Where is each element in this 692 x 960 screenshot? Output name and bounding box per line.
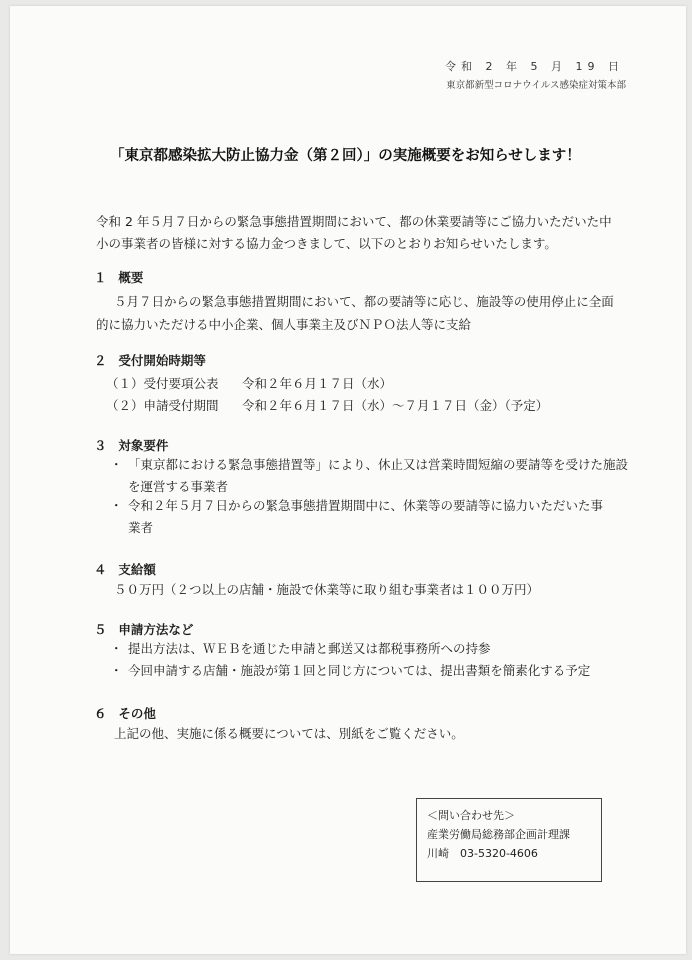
section-number: ６ [94, 706, 107, 721]
intro-line: 小の事業者の皆様に対する協力金つきまして、以下のとおりお知らせいたします。 [96, 236, 557, 251]
section-number: １ [94, 270, 107, 285]
section-number: ５ [94, 622, 107, 637]
issuing-department: 東京都新型コロナウイルス感染症対策本部 [446, 80, 626, 91]
bullet-marker: ・ [110, 457, 123, 472]
bullet-marker: ・ [110, 641, 123, 656]
section-title: 支給額 [118, 562, 156, 577]
schedule-item-value: 令和２年６月１７日（水）～７月１７日（金）（予定） [242, 398, 549, 413]
bullet-marker: ・ [110, 498, 123, 513]
section-title: 受付開始時期等 [118, 353, 206, 368]
contact-phone: 川崎 03-5320-4606 [427, 847, 538, 860]
section-2-heading [94, 351, 206, 369]
schedule-item-value: 令和２年６月１７日（水） [242, 376, 393, 391]
requirement-bullet [110, 495, 630, 539]
bullet-line: 今回申請する店舗・施設が第１回と同じ方については、提出書類を簡素化する予定 [128, 663, 591, 678]
section-title: 概要 [118, 270, 144, 285]
contact-department: 産業労働局総務部企画計理課 [427, 828, 570, 841]
bullet-line: 業者 [128, 520, 154, 535]
section-number: ４ [94, 562, 107, 577]
requirement-bullet [110, 454, 630, 498]
section-6-heading [94, 704, 156, 722]
section-1-line: ５月７日からの緊急事態措置期間において、都の要請等に応じ、施設等の使用停止に全面 [114, 294, 614, 309]
section-title: 申請方法など [118, 622, 194, 637]
contact-heading: ＜問い合わせ先＞ [427, 809, 515, 822]
bullet-line: 「東京都における緊急事態措置等」により、休止又は営業時間短縮の要請等を受けた施設 [128, 457, 629, 472]
contact-box [416, 798, 602, 882]
bullet-line: を運営する事業者 [128, 479, 229, 494]
bullet-line: 令和２年５月７日からの緊急事態措置期間中に、休業等の要請等に協力いただいた事 [128, 498, 604, 513]
document-title: 「東京都感染拡大防止協力金（第２回）」の実施概要をお知らせします！ [110, 148, 581, 164]
other-note: 上記の他、実施に係る概要については、別紙をご覧ください。 [114, 726, 464, 741]
section-number: ３ [94, 438, 107, 453]
section-3-heading [94, 436, 168, 454]
issue-date: 令和 2 年 5 月 19 日 [445, 60, 624, 73]
section-title: その他 [118, 706, 156, 721]
bullet-marker: ・ [110, 663, 123, 678]
section-1-heading [94, 268, 143, 286]
schedule-item-label: （２）申請受付期間 [106, 398, 219, 413]
section-4-heading [94, 560, 156, 578]
intro-line: 令和 2 年５月７日からの緊急事態措置期間において、都の休業要請等にご協力いただいた中 [96, 214, 612, 229]
section-number: ２ [94, 353, 107, 368]
document-page [10, 6, 686, 954]
bullet-line: 提出方法は、ＷＥＢを通じた申請と郵送又は都税事務所への持参 [128, 641, 491, 656]
section-title: 対象要件 [118, 438, 169, 453]
application-bullet [110, 660, 630, 682]
section-1-line: 的に協力いただける中小企業、個人事業主及びＮＰＯ法人等に支給 [96, 317, 472, 332]
section-5-heading [94, 620, 193, 638]
payment-amount: ５０万円（２つ以上の店舗・施設で休業等に取り組む事業者は１００万円） [114, 582, 540, 597]
application-bullet [110, 638, 630, 660]
schedule-item-label: （１）受付要項公表 [106, 376, 219, 391]
intro-paragraph [96, 211, 616, 255]
